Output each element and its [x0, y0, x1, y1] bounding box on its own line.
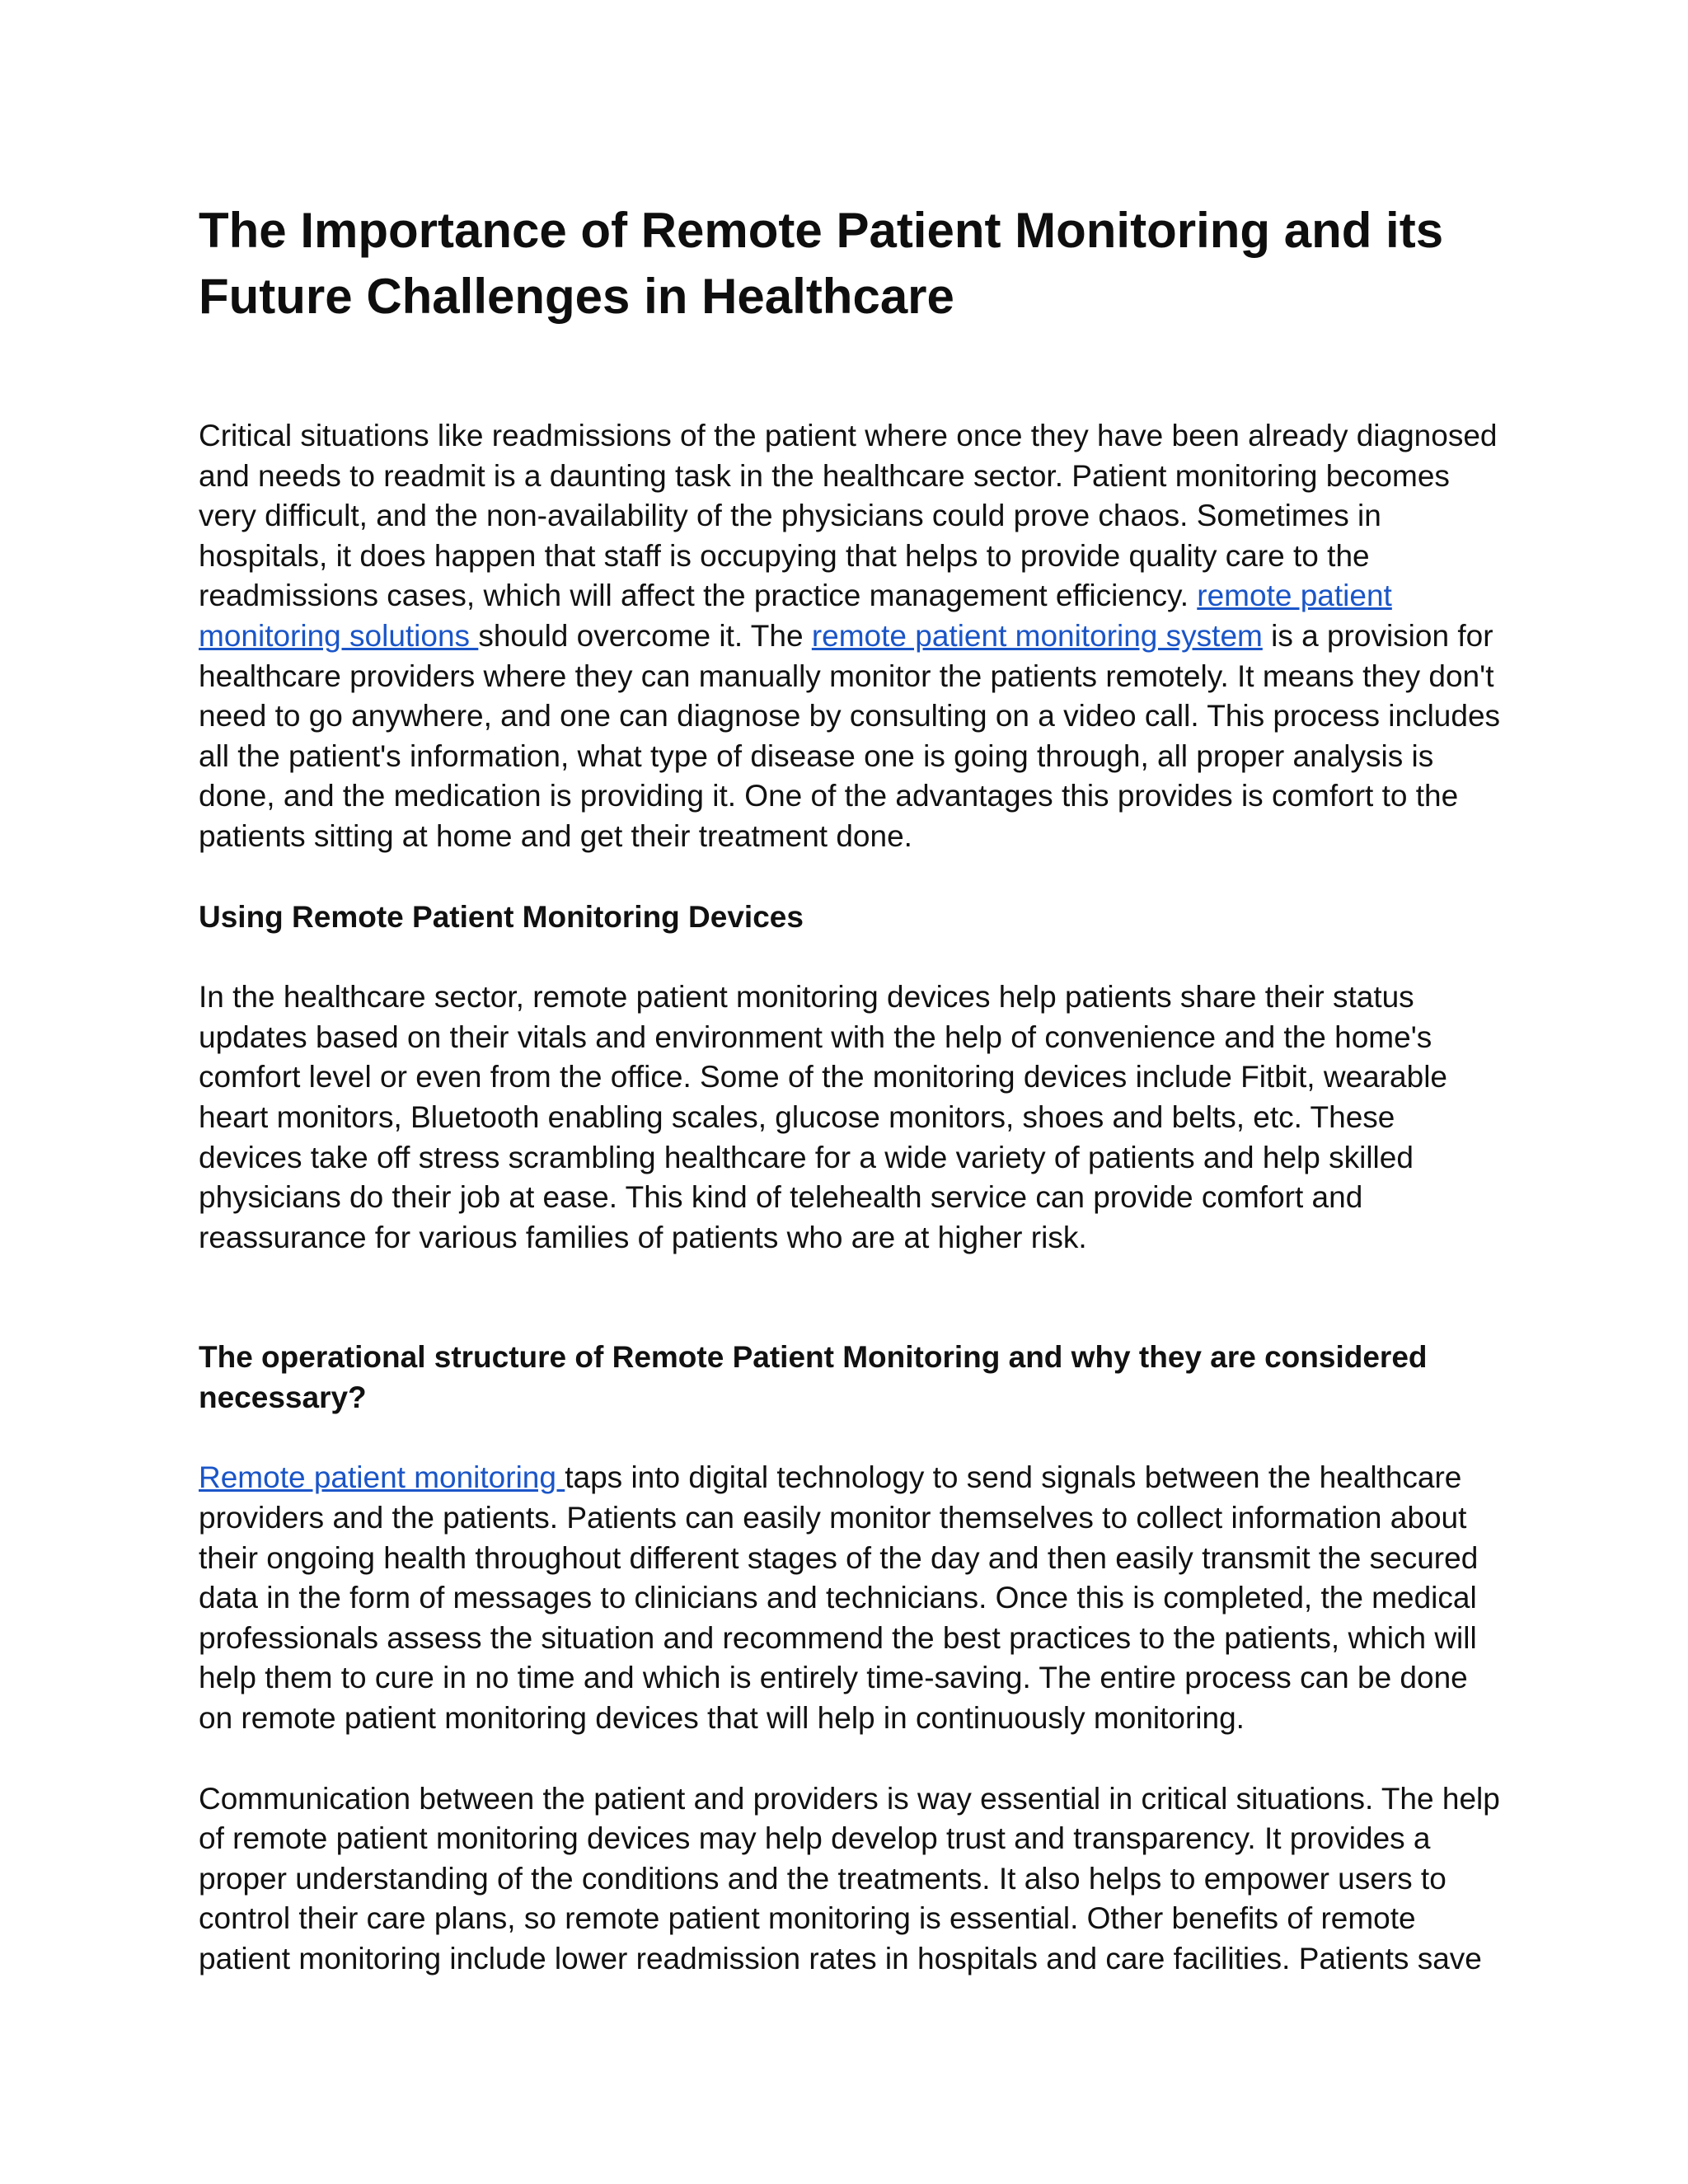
intro-text-b: should overcome it. The [478, 618, 812, 653]
intro-paragraph [199, 416, 1501, 857]
communication-paragraph: Communication between the patient and providers is way essential in critical situations. The help of remote patient monitoring devices may help develop trust and transparency. It provides a proper understanding of the conditions and the treatments. It also helps to empower users to control their care plans, so remote patient monitoring is essential. Other benefits of remote patient monitoring include lower readmission rates in hospitals and care facilities. Patients save [199, 1781, 1500, 1975]
devices-heading: Using Remote Patient Monitoring Devices [199, 899, 804, 934]
document-title: The Importance of Remote Patient Monitoring and its Future Challenges in Healthcare [199, 203, 1444, 324]
remote-patient-monitoring-system-link[interactable]: remote patient monitoring system [811, 618, 1263, 653]
operational-text: taps into digital technology to send signals between the healthcare providers and the patients. Patients can easily monitor themselves to collect information about their ongoing health throughout different stages of the day and then easily transmit the secured data in the form of messages to clinicians and technicians. Once this is completed, the medical professionals assess the situation and recommend the best practices to the patients, which will help them to cure in no time and which is entirely time-saving. The entire process can be done on remote patient monitoring devices that will help in continuously monitoring. [199, 1460, 1479, 1736]
devices-paragraph: In the healthcare sector, remote patient monitoring devices help patients share their status updates based on their vitals and environment with the help of convenience and the home's comfort level or even from the office. Some of the monitoring devices include Fitbit, wearable heart monitors, Bluetooth enabling scales, glucose monitors, shoes and belts, etc. These devices take off stress scrambling healthcare for a wide variety of patients and help skilled physicians do their job at ease. This kind of telehealth service can provide comfort and reassurance for various families of patients who are at higher risk. [199, 980, 1447, 1254]
remote-patient-monitoring-link[interactable]: Remote patient monitoring [199, 1460, 565, 1495]
intro-text-a: Critical situations like readmissions of the patient where once they have been already diagnosed and needs to readmit is a daunting task in the healthcare sector. Patient monitoring becomes very difficult, and the non-availability of the physicians could prove chaos. Sometimes in hospitals, it does happen that staff is occupying that helps to provide quality care to the readmissions cases, which will affect the practice management efficiency. [199, 419, 1498, 613]
remote-patient-monitoring-solutions-link[interactable]: remote patient monitoring solutions [199, 579, 1392, 653]
operational-paragraph [199, 1458, 1501, 1738]
document-page [199, 198, 1501, 1980]
intro-text-c: is a provision for healthcare providers where they can manually monitor the patients remotely. It means they don't need to go anywhere, and one can diagnose by consulting on a video call. This process includes all the patient's information, what type of disease one is going through, all proper analysis is done, and the medication is providing it. One of the advantages this provides is comfort to the patients sitting at home and get their treatment done. [199, 618, 1501, 853]
operational-structure-heading: The operational structure of Remote Patient Monitoring and why they are considered necessary? [199, 1340, 1428, 1414]
